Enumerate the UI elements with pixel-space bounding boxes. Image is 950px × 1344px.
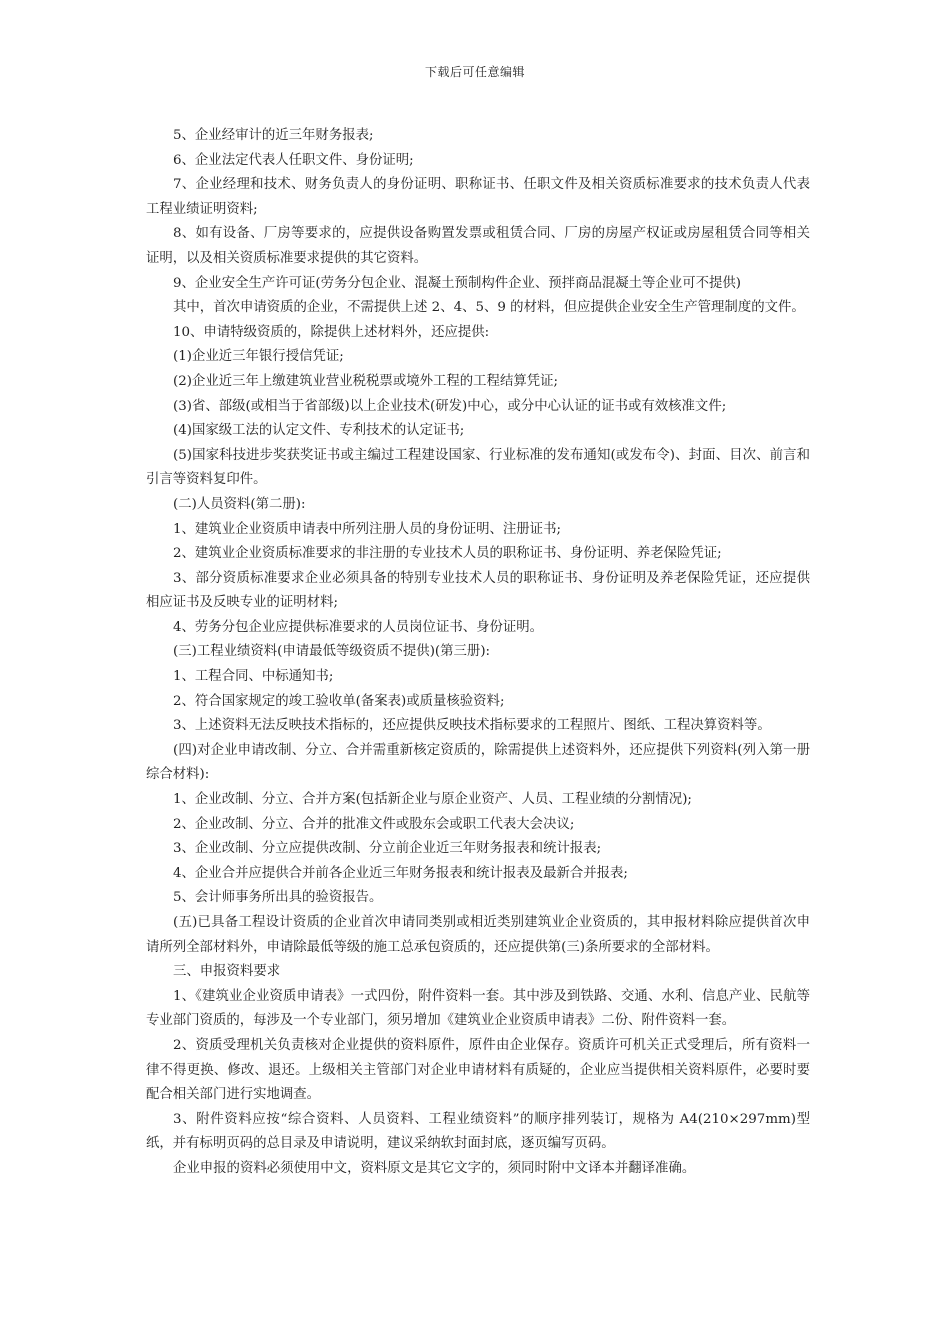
- paragraph: 10、申请特级资质的，除提供上述材料外，还应提供:: [173, 324, 490, 340]
- paragraph: 4、劳务分包企业应提供标准要求的人员岗位证书、身份证明。: [173, 619, 544, 635]
- paragraph: 2、建筑业企业资质标准要求的非注册的专业技术人员的职称证书、身份证明、养老保险凭证;: [173, 546, 722, 562]
- paragraph: 6、企业法定代表人任职文件、身份证明;: [173, 152, 414, 168]
- paragraph: 2、资质受理机关负责核对企业提供的资料原件，原件由企业保存。资质许可机关正式受理后，所有资料一律不得更换、修改、退还。上级相关主管部门对企业申请材料有质疑的，企业应当提供相关资料原件，必要时要配合相关部门进行实地调查。: [146, 1037, 810, 1103]
- section-heading: (二)人员资料(第二册):: [173, 496, 306, 512]
- paragraph: 1、企业改制、分立、合并方案(包括新企业与原企业资产、人员、工程业绩的分割情况);: [173, 792, 692, 808]
- paragraph: (2)企业近三年上缴建筑业营业税税票或境外工程的工程结算凭证;: [173, 373, 559, 389]
- paragraph: 1、建筑业企业资质申请表中所列注册人员的身份证明、注册证书;: [173, 521, 561, 537]
- paragraph: 3、上述资料无法反映技术指标的，还应提供反映技术指标要求的工程照片、图纸、工程决算资料等。: [173, 718, 771, 734]
- section-heading: 三、申报资料要求: [173, 964, 281, 980]
- paragraph: (3)省、部级(或相当于省部级)以上企业技术(研发)中心，或分中心认证的证书或有效核准文件;: [173, 398, 727, 414]
- section-heading: (四)对企业申请改制、分立、合并需重新核定资质的，除需提供上述资料外，还应提供下列资料(列入第一册综合材料):: [146, 742, 810, 783]
- paragraph: (4)国家级工法的认定文件、专利技术的认定证书;: [173, 423, 465, 439]
- paragraph: 2、企业改制、分立、合并的批准文件或股东会或职工代表大会决议;: [173, 816, 575, 832]
- section-heading: (五)已具备工程设计资质的企业首次申请同类别或相近类别建筑业企业资质的，其申报材料除应提供首次申请所列全部材料外，申请除最低等级的施工总承包资质的，还应提供第(三)条所要求的全部材料。: [146, 915, 810, 955]
- paragraph: 5、企业经审计的近三年财务报表;: [173, 128, 374, 143]
- paragraph: 1、工程合同、中标通知书;: [173, 669, 334, 685]
- document-body: [146, 124, 810, 1182]
- section-heading: (三)工程业绩资料(申请最低等级资质不提供)(第三册):: [173, 644, 491, 660]
- paragraph: 3、企业改制、分立应提供改制、分立前企业近三年财务报表和统计报表;: [173, 841, 602, 857]
- paragraph: 企业申报的资料必须使用中文，资料原文是其它文字的，须同时附中文译本并翻译准确。: [173, 1160, 696, 1176]
- paragraph: 1、《建筑业企业资质申请表》一式四份，附件资料一套。其中涉及到铁路、交通、水利、信息产业、民航等专业部门资质的，每涉及一个专业部门，须另增加《建筑业企业资质申请表》二份、附件资料一套。: [146, 988, 810, 1029]
- paragraph: (1)企业近三年银行授信凭证;: [173, 349, 344, 365]
- paragraph: 3、附件资料应按“综合资料、人员资料、工程业绩资料”的顺序排列装订，规格为 A4(210×297mm)型纸，并有标明页码的总目录及申请说明，建议采纳软封面封底，逐页编写页码。: [146, 1111, 810, 1152]
- paragraph: 2、符合国家规定的竣工验收单(备案表)或质量核验资料;: [173, 693, 505, 709]
- paragraph: 3、部分资质标准要求企业必须具备的特别专业技术人员的职称证书、身份证明及养老保险凭证，还应提供相应证书及反映专业的证明材料;: [146, 570, 810, 611]
- paragraph: 9、企业安全生产许可证(劳务分包企业、混凝土预制构件企业、预拌商品混凝土等企业可不提供): [173, 275, 741, 291]
- paragraph: 7、企业经理和技术、财务负责人的身份证明、职称证书、任职文件及相关资质标准要求的技术负责人代表工程业绩证明资料;: [146, 177, 810, 217]
- page-header: 下载后可任意编辑: [424, 65, 525, 79]
- paragraph: 8、如有设备、厂房等要求的，应提供设备购置发票或租赁合同、厂房的房屋产权证或房屋租赁合同等相关证明，以及相关资质标准要求提供的其它资料。: [146, 226, 810, 266]
- paragraph: 4、企业合并应提供合并前各企业近三年财务报表和统计报表及最新合并报表;: [173, 865, 628, 881]
- paragraph: (5)国家科技进步奖获奖证书或主编过工程建设国家、行业标准的发布通知(或发布令)、封面、目次、前言和引言等资料复印件。: [146, 447, 810, 488]
- paragraph: 5、会计师事务所出具的验资报告。: [173, 890, 383, 906]
- paragraph: 其中，首次申请资质的企业，不需提供上述 2、4、5、9 的材料，但应提供企业安全生产管理制度的文件。: [173, 300, 805, 316]
